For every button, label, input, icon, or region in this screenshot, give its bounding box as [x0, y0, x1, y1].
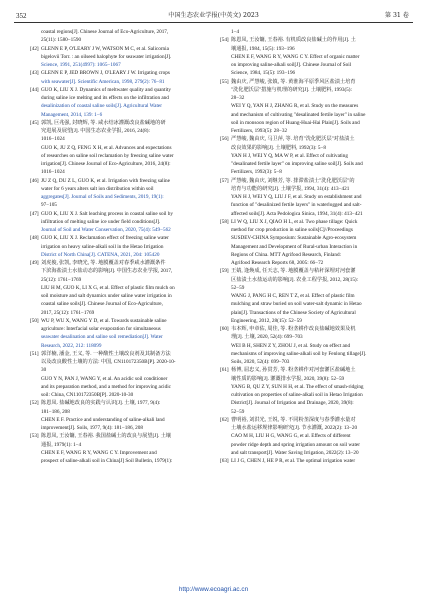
reference-line: YAN H J, WEI Y Q, LIU J F, et al. Study on establishment and [231, 194, 362, 200]
reference-line: on improving saline-alkali soil[J]. Chinese Journal of Soil [231, 62, 352, 68]
reference-line: 52−59 [231, 284, 245, 291]
reference-link-line[interactable]: Journal of Soil and Water Conservation, 2020, 75(4): 549−562 [41, 227, 171, 233]
reference-link-line[interactable]: Management, 2014, 139: 1−6 [41, 111, 103, 118]
reference-line: soil moisture and salt dynamics under saline water irrigation in [41, 293, 172, 299]
reference-number: [62] [220, 416, 229, 423]
reference-entry [220, 325, 406, 366]
reference-entry [30, 259, 216, 317]
reference-line: 52−59 [231, 408, 245, 415]
reference-line: soil: China, CN110172350B[P]. 2020-10-30 [41, 392, 134, 398]
reference-number: [49] [30, 260, 39, 266]
reference-entry [220, 416, 406, 457]
journal-title: 中国生态农业学报(中英文) 2023 [168, 12, 259, 19]
reference-number: [61] [220, 367, 229, 374]
reference-line: GLENN E P, O'LEARY J W, WATSON M C, et al. Salicornia [41, 45, 169, 52]
reference-line: coastal saline soils[J]. Chinese Journal of Eco-Agriculture, [41, 301, 163, 308]
reference-number: [63] [220, 458, 229, 464]
reference-line: 魏由庆, 严慧峻, 张镇, 等. 黄淮海平原季风区盐渍土培育 [231, 78, 356, 85]
reference-number: [48] [30, 235, 39, 242]
reference-line: 陈恩凤, 王汝镛, 王春裕. 我国盐碱土的改良与展望[J]. 土壤 [41, 433, 171, 440]
reference-line: CHEN E F. Practice and understanding of saline-alkali land [41, 416, 165, 423]
reference-line: 1016−1024 [41, 136, 65, 143]
reference-line: Management and Development of Rural-urban Interaction in [231, 243, 358, 250]
reference-number: [57] [220, 177, 229, 184]
reference-line: plain[J]. Transactions of the Chinese Society of Agricultural [231, 309, 356, 316]
reference-link-line[interactable]: District of North China[J]. CATENA, 2021, 204: 105420 [41, 251, 160, 258]
reference-entry [30, 350, 216, 400]
reference-column-right [220, 28, 406, 580]
reference-number: [59] [220, 268, 229, 275]
reference-line: mechanisms of improving saline-alkali soil by Fenlong tillage[J]. [231, 350, 367, 357]
reference-link-line[interactable]: Science, 1991, 251(4997): 1065−1067 [41, 62, 121, 68]
reference-line: 曹明裕, 刘洪光, 王锐, 等. 不同粉垄深度与春季灌水量对 [231, 416, 356, 423]
reference-line: WU P, WU X, WANG Y D, et al. Towards sustainable saline [41, 317, 167, 324]
reference-number: [55] [220, 78, 229, 85]
reference-line: and salt transport[J]. Water Saving Irrigation, 2022(2): 13−20 [231, 449, 359, 456]
reference-line: 181−186, 208 [41, 408, 70, 415]
reference-line: 25(12): 1761−1769 [41, 276, 82, 283]
reference-line: Regions of China. MTT Agrifood Research, Finland: [231, 251, 341, 258]
reference-entry [30, 317, 216, 350]
reference-line: 郭凯, 巨兆强, 封晓辉, 等. 咸水结冰灌溉改良盐碱地的研 [41, 119, 166, 126]
reference-link-line[interactable]: aggregates[J]. Journal of Soils and Sediments, 2019, 19(1): [41, 194, 164, 200]
reference-line: irrigation on heavy saline-alkali soil in the Hetao Irrigation [41, 243, 164, 250]
reference-line: 下滨海盐渍土水盐动态的影响[J]. 中国生态农业学报, 2017, [41, 268, 173, 275]
footer-url[interactable]: http://www.ecoagri.ac.cn [178, 586, 249, 593]
reference-line: 王婧, 逢焕成, 任天志, 等. 地膜覆盖与秸秆深埋对河套灌 [231, 268, 356, 275]
reference-number: [60] [220, 326, 229, 332]
reference-line: method for crop production in saline soils[C]//Proceedings [231, 227, 353, 233]
reference-line: 28−32 [231, 95, 245, 101]
reference-line: WEI Y Q, YAN H J, ZHANG R, et al. Study on the measures [231, 103, 359, 110]
reference-number: [46] [30, 177, 39, 184]
reference-number: [58] [220, 218, 229, 225]
reference-entry [220, 457, 406, 465]
reference-line: 韦本辉, 申章佑, 周佳, 等. 粉垄耕作改良盐碱地效果及机 [231, 326, 356, 332]
reference-number: [51] [30, 350, 39, 357]
reference-entry [30, 86, 216, 119]
reference-line: Science, 1984, 15(5): 193−196 [231, 70, 296, 77]
reference-line: CAO M H, LIU H G, WANG G, et al. Effects of different [231, 433, 351, 440]
reference-line: Fertilizers, 1993(5): 28−32 [231, 128, 288, 134]
reference-line: agriculture: Interfacial solar evaporation for simultaneous [41, 326, 161, 332]
reference-line: GUO K, LIU X J. Salt leaching process in coastal saline soil by [41, 210, 173, 217]
reference-link-line[interactable]: desalinization of coastal saline soils[J]. Agricultural Water [41, 103, 162, 110]
reference-line: 陈恩凤, 王汝镛, 王春裕. 有机质改良盐碱土的作用[J]. 土 [231, 37, 356, 44]
reference-line: 杨博, 屈忠义, 孙贯芳, 等. 粉垄耕作对河套灌区盐碱地土 [231, 367, 356, 374]
reference-number: [43] [30, 70, 39, 77]
reference-line: 壤性质的影响[J]. 灌溉排水学报, 2020, 39(8): 52−59 [231, 375, 345, 382]
reference-line: Agrifood Research Reports 68, 2005: 66−72 [231, 260, 324, 266]
reference-line: WEI B H, SHEN Z Y, ZHOU J, et al. Study on effect and [231, 342, 351, 349]
reference-line: WANG J, PANG H C, REN T Z, et al. Effect of plastic film [231, 293, 355, 299]
reference-number: [50] [30, 317, 39, 324]
reference-column-left [30, 28, 216, 580]
reference-line: mulching and straw buried on soil water-salt dynamic in Hetao [231, 301, 362, 308]
reference-line: and its preparation method, and a method for improving acidic [41, 383, 171, 390]
reference-entry [220, 218, 406, 268]
reference-line: 30 [41, 367, 47, 374]
reference-line: CHEN E F, WANG R Y, WANG C Y. Effect of organic matter [231, 53, 360, 60]
reference-line: coastal regions[J]. Chinese Journal of Eco-Agriculture, 2017, [41, 29, 169, 35]
reference-line: powder ridge depth and spring irrigation amount on soil water [231, 441, 360, 448]
reference-line: affected soils[J]. Acta Pedologica Sinica, 1994, 31(4): 413−421 [231, 210, 363, 217]
reference-line: Engineering, 2012, 28(15): 52−59 [231, 317, 302, 324]
reference-line: prospect of saline-alkali soil in China[J] Soil Bulletin, 1979(1): [41, 458, 173, 464]
reference-line: LI J G, CHEN J, HE P R, et al. The optimal irrigation water [231, 458, 356, 464]
reference-line: YANG B, QU Z Y, SUN H H, et al. The effect of smash-ridging [231, 383, 364, 390]
reference-link-line[interactable]: Research, 2022, 212: 118099 [41, 342, 102, 349]
reference-entry [220, 267, 406, 325]
reference-line: bigelovii Torr. : an oilseed halophyte for seawater irrigation[J]. [41, 53, 172, 60]
reference-number: [52] [30, 400, 39, 407]
reference-number: [44] [30, 86, 39, 93]
reference-line: GUO Y N, PAN J, WANG Y, et al. An acidic soil conditioner [41, 375, 168, 382]
reference-line: YAN H J, WEI Y Q, MA W P, et al. Effect of cultivating [231, 152, 348, 159]
reference-number: [56] [220, 136, 229, 143]
reference-line: 25(11): 1580−1590 [41, 37, 82, 44]
reference-line: "desalinated fertile layer" on improving saline soil[J]. Soils and [231, 161, 363, 167]
reference-line: 97−105 [41, 202, 57, 209]
reference-line: during saline ice melting and its effects on the infiltration and [41, 95, 169, 101]
reference-line: 2017, 25(12): 1761−1769 [41, 309, 95, 316]
reference-line: District[J]. Journal of Irrigation and Drainage, 2020, 39(8): [231, 400, 354, 407]
reference-line: 壤通报, 1984, 15(5): 193−196 [231, 45, 295, 52]
reference-number: [53] [30, 433, 39, 440]
reference-line: function of "desalinized fertile layers" in waterlogged and salt- [231, 202, 362, 209]
reference-line: JU Z Q, DU Z L, GUO K, et al. Irrigation with freezing saline [41, 177, 170, 184]
reference-link-line[interactable]: seawater desalination and saline soil remediation[J]. Water [41, 334, 163, 341]
reference-entry [30, 177, 216, 210]
reference-number: [54] [220, 37, 229, 44]
reference-line: 理[J]. 土壤, 2020, 52(4): 699−703 [231, 334, 303, 341]
reference-entry [30, 399, 216, 432]
page-number: 352 [16, 12, 27, 20]
reference-entry [30, 69, 216, 86]
reference-line: improvement[J]. Soils, 1977, 9(4): 181−186, 208 [41, 425, 143, 431]
reference-line: 以及改良酸性土壤的方法: 中国, CN110172350B[P]. 2020-10- [41, 359, 176, 365]
reference-line: 严慧峻, 魏由庆, 刘继芳, 等. 排滞盐渍土"洗化肥沃层"的 [231, 177, 355, 184]
reference-line: cultivation on properties of saline-alkali soil in Hetao Irrigation [231, 392, 363, 398]
reference-line: GLENN E P, JED BROWN J, O'LEARY J W. Irrigating crops [41, 70, 170, 77]
reference-entry [220, 78, 406, 136]
reference-entry [30, 28, 216, 45]
reference-entry [220, 177, 406, 218]
reference-line: 陈恩凤. 盐碱地改良的实践与认识[J]. 土壤, 1977, 9(4): [41, 400, 161, 407]
reference-line: 改良效果的影响[J]. 土壤肥料, 1992(3): 5−8 [231, 144, 326, 151]
reference-line: 严慧峻, 魏由庆, 马卫萍, 等. 培育"洗化肥沃层"对盐渍土 [231, 136, 355, 143]
reference-number: [42] [30, 45, 39, 52]
reference-entry [30, 210, 216, 235]
reference-line: GUO K, JU Z Q, FENG X H, et al. Advances and expectations [41, 144, 172, 151]
reference-line: 区盐渍土水盐运动的影响[J]. 农业工程学报, 2012, 28(15): [231, 276, 359, 283]
reference-line: GUO K, LIU X J. Reclamation effect of freezing saline water [41, 235, 169, 242]
reference-line: Fertilizers, 1992(3): 5−8 [231, 169, 282, 176]
reference-number: [45] [30, 119, 39, 126]
reference-line: CHEN E F, WANG R Y, WANG C Y. Improvement and [41, 449, 157, 456]
reference-link-line[interactable]: with seawater[J]. Scientific American, 1998, 279(2): 76−81 [41, 78, 165, 85]
reference-line: 培育与功能的研究[J]. 土壤学报, 1994, 31(4): 413−421 [231, 185, 350, 192]
reference-line: 究进展及展望[J]. 中国生态农业学报, 2016, 24(8): [41, 128, 150, 134]
reference-line: Soils, 2020, 52(4): 699−703 [231, 359, 290, 365]
reference-entry [220, 28, 406, 36]
reference-entry [30, 119, 216, 177]
reference-line: 郭洋楠, 潘金, 王义, 等. 一种酸性土壤改良剂及其制备方法 [41, 350, 171, 357]
reference-entry [220, 135, 406, 176]
reference-line: soil in monsoon region of Huang-Huai-Hai Plain[J]. Soils and [231, 119, 360, 126]
running-header [14, 10, 413, 23]
reference-line: 1−4 [231, 29, 240, 35]
reference-entry [220, 36, 406, 77]
reference-line: SUSDEV-CHINA Symposium: Sustainable Agro-ecosystem [231, 235, 357, 242]
reference-line: GUO K, LIU X J. Dynamics of meltwater quality and quantity [41, 86, 171, 93]
reference-line: LIU H M, GUO K, LI X G, et al. Effect of plastic film mulch on [41, 284, 175, 291]
reference-entry [30, 432, 216, 465]
reference-line: irrigation[J]. Chinese Journal of Eco-Agriculture, 2016, 24(8): [41, 161, 171, 167]
reference-entry [220, 366, 406, 416]
reference-line: and mechanism of cultivating "desalinated fertile layer" in saline [231, 111, 366, 118]
reference-line: 刘虎俊, 张凯, 李晓光, 等. 地膜覆盖对春季咸水灌溉条件 [41, 260, 166, 266]
reference-entry [30, 234, 216, 259]
reference-line: of researches on saline soil reclamation by freezing saline water [41, 152, 174, 159]
reference-line: 通报, 1979(1): 1−4 [41, 441, 82, 448]
reference-line: 1016−1024 [41, 169, 65, 176]
reference-entry [30, 45, 216, 70]
reference-line: 土壤水盐运移规律影响研究[J]. 节水灌溉, 2022(2): 13−20 [231, 425, 358, 431]
reference-line: infiltration of melting saline ice under field conditions[J]. [41, 218, 161, 225]
reference-number: [47] [30, 210, 39, 217]
volume-label: 第 31 卷 [384, 12, 409, 19]
reference-line: water for 6 years alters salt ion distribution within soil [41, 185, 154, 192]
reference-line: "洗化肥沃层"措施与机理的研究[J]. 土壤肥料, 1993(5): [231, 86, 352, 93]
reference-line: LI W Q, LIU X J, QIAO H L, et al. Two phase tillage: Quick [231, 218, 358, 225]
